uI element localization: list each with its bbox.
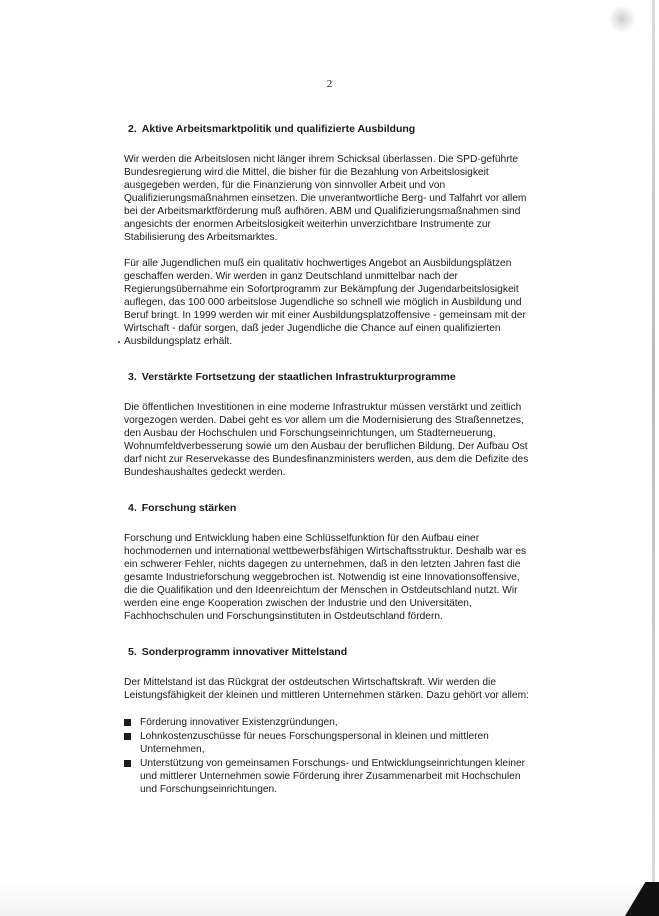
section-heading <box>128 501 529 515</box>
scan-edge <box>652 0 655 916</box>
section-number: 2. <box>128 123 137 135</box>
section-title: Forschung stärken <box>141 502 237 514</box>
scan-speck <box>118 341 120 343</box>
document-body <box>124 122 529 816</box>
list-item-text: Unterstützung von gemeinsamen Forschungs- und Entwicklungseinrichtungen kleiner und mittlerer Unternehmen sowie Förderung ihrer Zusammenarbeit mit Hochschulen und Forschungseinrichtungen. <box>140 758 526 795</box>
section-heading <box>128 645 529 659</box>
paragraph: Für alle Jugendlichen muß ein qualitativ hochwertiges Angebot an Ausbildungsplätzen geschaffen werden. Wir werden in ganz Deutschland unmittelbar nach der Regierungsübernahme ein Sofortprogramm zur Bekämpfung der Jugendarbeitslosigkeit auflegen, das 100 000 arbeitslose Jugendliche so schnell wie möglich in Ausbildung und Beruf bringt. In 1999 werden wir mit einer Ausbildungsplatzoffensive - gemeinsam mit der Wirtschaft - dafür sorgen, daß jeder Jugendliche die Chance auf einen qualifizierten Ausbildungsplatz erhält. <box>124 258 526 347</box>
list-item-text: Lohnkostenzuschüsse für neues Forschungspersonal in kleinen und mittleren Unternehmen, <box>140 731 489 755</box>
section-5 <box>124 645 529 796</box>
scan-smudge <box>607 6 637 32</box>
list-item <box>124 730 529 756</box>
list-item <box>124 757 529 796</box>
section-heading <box>128 370 529 384</box>
bullet-square-icon <box>124 719 131 726</box>
list-item-text: Förderung innovativer Existenzgründungen, <box>140 717 338 728</box>
section-2 <box>124 122 529 348</box>
scan-bottom-shadow <box>0 882 659 916</box>
page-number: 2 <box>326 78 333 90</box>
paragraph: Die öffentlichen Investitionen in eine moderne Infrastruktur müssen verstärkt und zeitlich vorgezogen werden. Dabei geht es vor allem um die Modernisierung des Straßennetzes, den Ausbau der Hochschulen und Forschungseinrichtungen, um Stadterneuerung, Wohnumfeldverbesserung sowie um den Ausbau der beruflichen Bildung. Der Aufbau Ost darf nicht zur Reservekasse des Bundesfinanzministers werden, aus dem die Defizite des Bundeshaushaltes gedeckt werden. <box>124 402 529 478</box>
section-title: Aktive Arbeitsmarktpolitik und qualifizierte Ausbildung <box>141 123 416 135</box>
section-title: Sonderprogramm innovativer Mittelstand <box>141 646 348 658</box>
section-4 <box>124 501 529 623</box>
section-heading <box>128 122 529 136</box>
paragraph: Wir werden die Arbeitslosen nicht länger ihrem Schicksal überlassen. Die SPD-geführte Bundesregierung wird die Mittel, die bisher für die Bezahlung von Arbeitslosigkeit ausgegeben werden, für die Finanzierung von sinnvoller Arbeit und von Qualifizierungsmaßnahmen einsetzen. Die unverantwortliche Berg- und Talfahrt vor allem bei der Arbeitsmarktförderung muß aufhören. ABM und Qualifizierungsmaßnahmen sind angesichts der enormen Arbeitslosigkeit weiterhin unverzichtbare Instrumente zur Stabilisierung des Arbeitsmarktes. <box>124 154 527 243</box>
section-number: 4. <box>128 502 137 514</box>
section-number: 3. <box>128 371 137 383</box>
paragraph: Der Mittelstand ist das Rückgrat der ostdeutschen Wirtschaftskraft. Wir werden die Leistungsfähigkeit der kleinen und mittleren Unternehmen stärken. Dazu gehört vor allem: <box>124 677 529 701</box>
section-title: Verstärkte Fortsetzung der staatlichen Infrastrukturprogramme <box>141 371 456 383</box>
section-3 <box>124 370 529 479</box>
bullet-square-icon <box>124 733 131 740</box>
paragraph: Forschung und Entwicklung haben eine Schlüsselfunktion für den Aufbau einer hochmodernen und international wettbewerbsfähigen Wirtschaftsstruktur. Deshalb war es ein schwerer Fehler, nichts dagegen zu unternehmen, daß in den letzten Jahren fast die gesamte Industrieforschung weggebrochen ist. Notwendig ist eine Innovationsoffensive, die die Qualifikation und den Ideenreichtum der Menschen in Ostdeutschland nutzt. Wir werden eine enge Kooperation zwischen der Industrie und den Universitäten, Fachhochschulen und Forschungsinstituten in Ostdeutschland fördern. <box>124 533 527 622</box>
section-number: 5. <box>128 646 137 658</box>
list-item <box>124 716 529 729</box>
bullet-square-icon <box>124 760 131 767</box>
bullet-list <box>124 716 529 796</box>
